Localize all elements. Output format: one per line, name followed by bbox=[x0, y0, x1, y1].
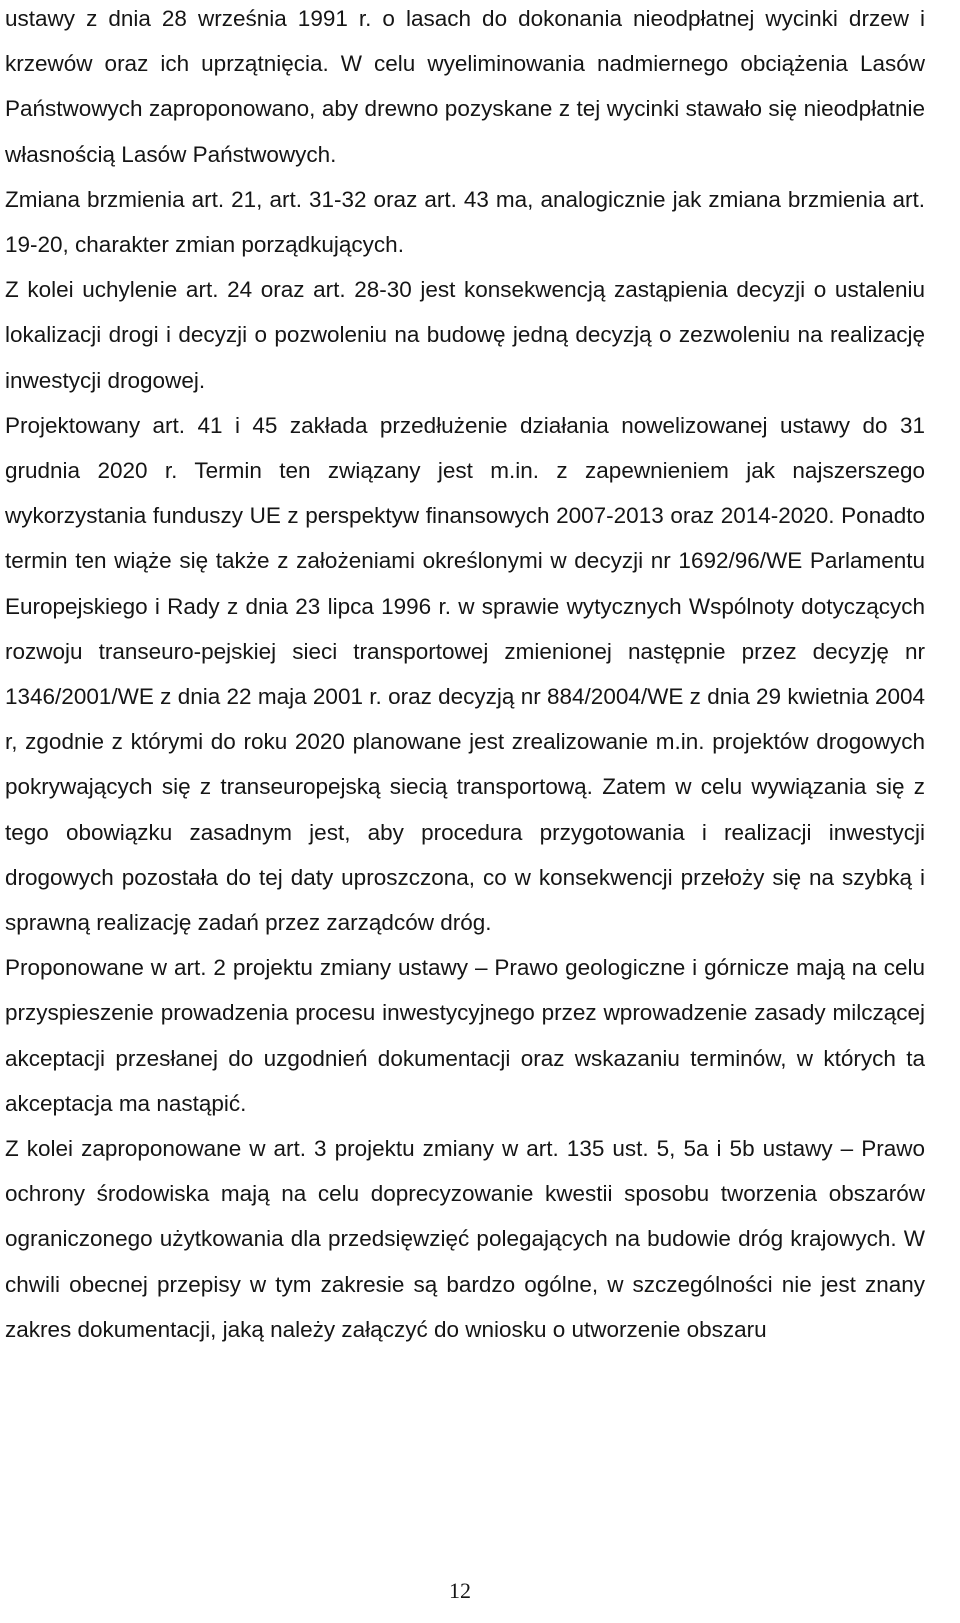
paragraph-forest-clearing: ustawy z dnia 28 września 1991 r. o lasach do dokonania nieodpłatnej wycinki drzew i krzewów oraz ich uprzątnięcia. W celu wyeliminowania nadmiernego obciążenia Lasów Państwowych zaproponowano, aby drewno pozyskane z tej wycinki stawało się nieodpłatnie własnością Lasów Państwowych. bbox=[5, 6, 925, 167]
paragraph-geological-law: Proponowane w art. 2 projektu zmiany ustawy – Prawo geologiczne i górnicze mają na celu przyspieszenie prowadzenia procesu inwestycyjnego przez wprowadzenie zasady milczącej akceptacji przesłanej do uzgodnień dokumentacji oraz wskazaniu terminów, w których ta akceptacja ma nastąpić. bbox=[5, 955, 925, 1116]
document-page bbox=[5, 0, 925, 1352]
paragraph-extension-2020: Projektowany art. 41 i 45 zakłada przedłużenie działania nowelizowanej ustawy do 31 grudnia 2020 r. Termin ten związany jest m.in. z zapewnieniem jak najszerszego wykorzystania funduszy UE z perspektyw finansowych 2007-2013 oraz 2014-2020. Ponadto termin ten wiąże się także z założeniami określonymi w decyzji nr 1692/96/WE Parlamentu Europejskiego i Rady z dnia 23 lipca 1996 r. w sprawie wytycznych Wspólnoty dotyczących rozwoju transeuro-pejskiej sieci transportowej zmienionej następnie przez decyzję nr 1346/2001/WE z dnia 22 maja 2001 r. oraz decyzją nr 884/2004/WE z dnia 29 kwietnia 2004 r, zgodnie z którymi do roku 2020 planowane jest zrealizowanie m.in. projektów drogowych pokrywających się z transeuropejską siecią transportową. Zatem w celu wywiązania się z tego obowiązku zasadnym jest, aby procedura przygotowania i realizacji inwestycji drogowych pozostała do tej daty uproszczona, co w konsekwencji przełoży się na szybką i sprawną realizację zadań przez zarządców dróg. bbox=[5, 412, 925, 936]
paragraph-environmental-law: Z kolei zaproponowane w art. 3 projektu zmiany w art. 135 ust. 5, 5a i 5b ustawy – Prawo ochrony środowiska mają na celu doprecyzowanie kwestii sposobu tworzenia obszarów ograniczonego użytkowania dla przedsięwzięć polegających na budowie dróg krajowych. W chwili obecnej przepisy w tym zakresie są bardzo ogólne, w szczególności nie jest znany zakres dokumentacji, jaką należy załączyć do wniosku o utworzenie obszaru bbox=[5, 1136, 925, 1342]
paragraph-article-wording-changes: Zmiana brzmienia art. 21, art. 31-32 oraz art. 43 ma, analogicznie jak zmiana brzmienia art. 19-20, charakter zmian porządkujących. bbox=[5, 186, 925, 258]
paragraph-repeal-articles: Z kolei uchylenie art. 24 oraz art. 28-30 jest konsekwencją zastąpienia decyzji o ustaleniu lokalizacji drogi i decyzji o pozwoleniu na budowę jedną decyzją o zezwoleniu na realizację inwestycji drogowej. bbox=[5, 277, 925, 393]
page-number: 12 bbox=[449, 1578, 471, 1603]
